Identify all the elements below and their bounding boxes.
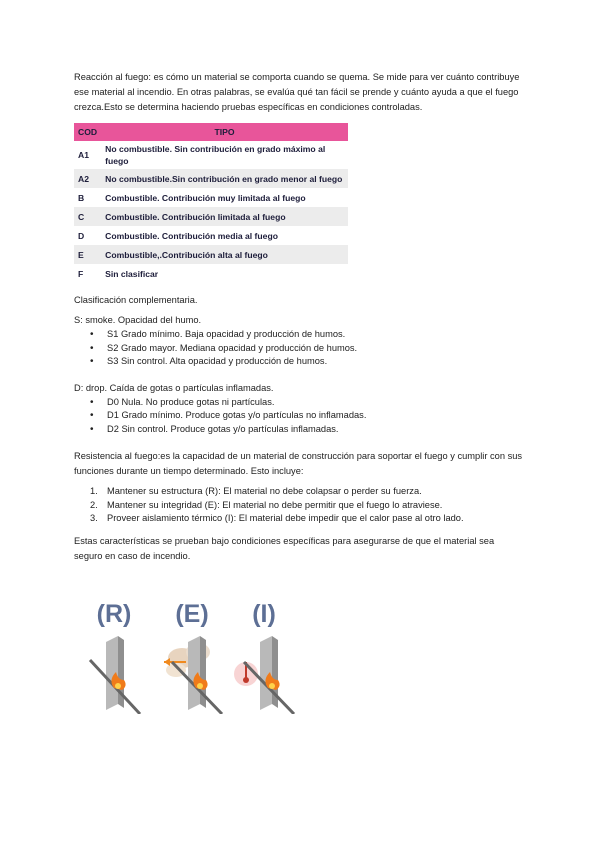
figure-i-label: (I) (252, 600, 276, 628)
row-tipo: No combustible.Sin contribución en grado menor al fuego (101, 169, 348, 188)
table-row (74, 207, 348, 226)
list-item: • D0 Nula. No produce gotas ni partículas. (107, 396, 524, 410)
intro-paragraph: Reacción al fuego: es cómo un material se comporta cuando se quema. Se mide para ver cuánto contribuye ese material al incendio. En otras palabras, se evalúa qué tan fácil se prende y cuánto ayuda a que el fuego crezca.Esto se determina haciendo pruebas específicas en condiciones controladas. (74, 72, 520, 112)
figure-r-label: (R) (96, 600, 132, 628)
table-row (74, 226, 348, 245)
row-tipo: Combustible. Contribución media al fuego (105, 230, 278, 241)
row-code: D (78, 230, 85, 241)
wall-collapse-icon (84, 634, 154, 714)
fire-resistance-illustrations (84, 600, 294, 710)
figure-e (162, 600, 232, 710)
row-tipo: Sin clasificar (105, 268, 159, 279)
row-tipo: Combustible. Contribución muy limitada al fuego (105, 192, 306, 203)
table-row (74, 169, 348, 188)
resistance-list (74, 485, 524, 526)
figure-r (84, 600, 154, 710)
drop-list (74, 396, 524, 437)
classification-table (74, 123, 348, 283)
list-item: • D2 Sin control. Produce gotas y/o partículas inflamadas. (107, 423, 524, 437)
row-code: C (74, 207, 101, 226)
figure-e-label: (E) (175, 600, 209, 628)
closing-paragraph: Estas características se prueban bajo condiciones específicas para asegurarse de que el material sea seguro en caso de incendio. (74, 535, 495, 561)
row-code: B (78, 192, 85, 203)
drop-heading: D: drop. Caída de gotas o partículas inflamadas. (74, 382, 274, 393)
header-cod: COD (74, 123, 101, 141)
table-row (74, 188, 348, 207)
complementary-title: Clasificación complementaria. (74, 295, 198, 305)
row-tipo: Combustible,.Contribución alta al fuego (101, 245, 348, 264)
document-page (74, 70, 524, 564)
list-item: 3. Proveer aislamiento térmico (I): El material debe impedir que el calor pase al otro lado. (90, 513, 464, 523)
list-item: • S2 Grado mayor. Mediana opacidad y producción de humos. (107, 342, 524, 356)
row-code: E (74, 245, 101, 264)
table-row (74, 245, 348, 264)
list-item: 1. Mantener su estructura (R): El material no debe colapsar o perder su fuerza. (90, 486, 422, 496)
table-row (74, 264, 348, 283)
row-code: F (78, 268, 84, 279)
resistance-paragraph: Resistencia al fuego:es la capacidad de un material de construcción para soportar el fuego y cumplir con sus funciones durante un tiempo determinado. Esto incluye: (74, 451, 523, 476)
table-row (74, 141, 348, 169)
table-header-row (74, 123, 348, 141)
smoke-list (74, 328, 524, 369)
list-item: • D1 Grado mínimo. Produce gotas y/o partículas no inflamadas. (107, 409, 524, 423)
row-code: A2 (74, 169, 101, 188)
figure-i (234, 600, 304, 710)
list-item: • S1 Grado mínimo. Baja opacidad y producción de humos. (107, 328, 524, 342)
header-tipo: TIPO (101, 123, 348, 141)
list-item: 2. Mantener su integridad (E): El material no debe permitir que el fuego lo atraviese. (90, 499, 443, 510)
row-tipo: Combustible. Contribución limitada al fuego (101, 207, 348, 226)
row-tipo: No combustible. Sin contribución en grado máximo al fuego (105, 144, 326, 166)
list-item: • S3 Sin control. Alta opacidad y producción de humos. (107, 355, 524, 369)
row-code: A1 (78, 150, 89, 160)
smoke-heading: S: smoke. Opacidad del humo. (74, 315, 202, 325)
wall-integrity-icon (162, 634, 232, 714)
wall-insulation-icon (234, 634, 304, 714)
